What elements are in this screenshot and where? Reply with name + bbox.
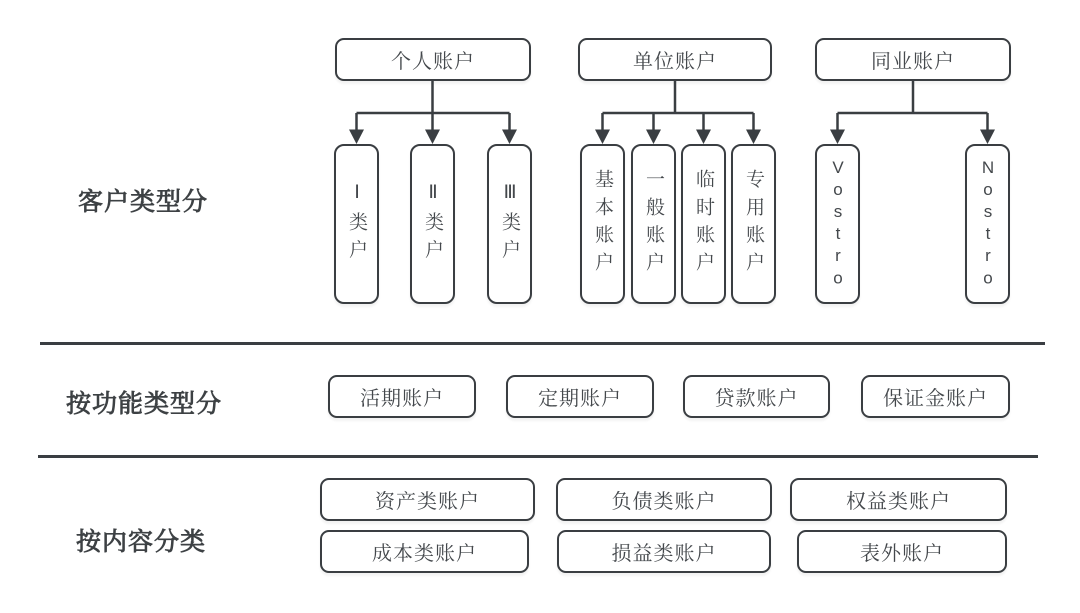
node-liability-account: 负债类账户 bbox=[556, 478, 772, 521]
node-nostro-account: Nostro bbox=[965, 144, 1010, 304]
node-cost-account: 成本类账户 bbox=[320, 530, 529, 573]
section-divider-2 bbox=[38, 455, 1038, 458]
node-temporary-account: 临时账户 bbox=[681, 144, 726, 304]
node-interbank-account: 同业账户 bbox=[815, 38, 1011, 81]
node-margin-account: 保证金账户 bbox=[861, 375, 1010, 418]
node-type-i-account: Ⅰ类户 bbox=[334, 144, 379, 304]
node-demand-account: 活期账户 bbox=[328, 375, 476, 418]
node-general-account: 一般账户 bbox=[631, 144, 676, 304]
node-time-deposit-account: 定期账户 bbox=[506, 375, 654, 418]
node-type-iii-account: Ⅲ类户 bbox=[487, 144, 532, 304]
section-divider-1 bbox=[40, 342, 1045, 345]
node-special-account: 专用账户 bbox=[731, 144, 776, 304]
node-basic-account: 基本账户 bbox=[580, 144, 625, 304]
node-off-balance-account: 表外账户 bbox=[797, 530, 1007, 573]
node-personal-account: 个人账户 bbox=[335, 38, 531, 81]
node-loan-account: 贷款账户 bbox=[683, 375, 830, 418]
node-equity-account: 权益类账户 bbox=[790, 478, 1007, 521]
node-vostro-account: Vostro bbox=[815, 144, 860, 304]
node-asset-account: 资产类账户 bbox=[320, 478, 535, 521]
node-profit-loss-account: 损益类账户 bbox=[557, 530, 771, 573]
section-label-by-function-type: 按功能类型分 bbox=[66, 390, 223, 418]
section-label-by-customer-type: 客户类型分 bbox=[78, 188, 209, 216]
section-label-by-content: 按内容分类 bbox=[76, 528, 207, 556]
node-type-ii-account: Ⅱ类户 bbox=[410, 144, 455, 304]
node-corporate-account: 单位账户 bbox=[578, 38, 772, 81]
